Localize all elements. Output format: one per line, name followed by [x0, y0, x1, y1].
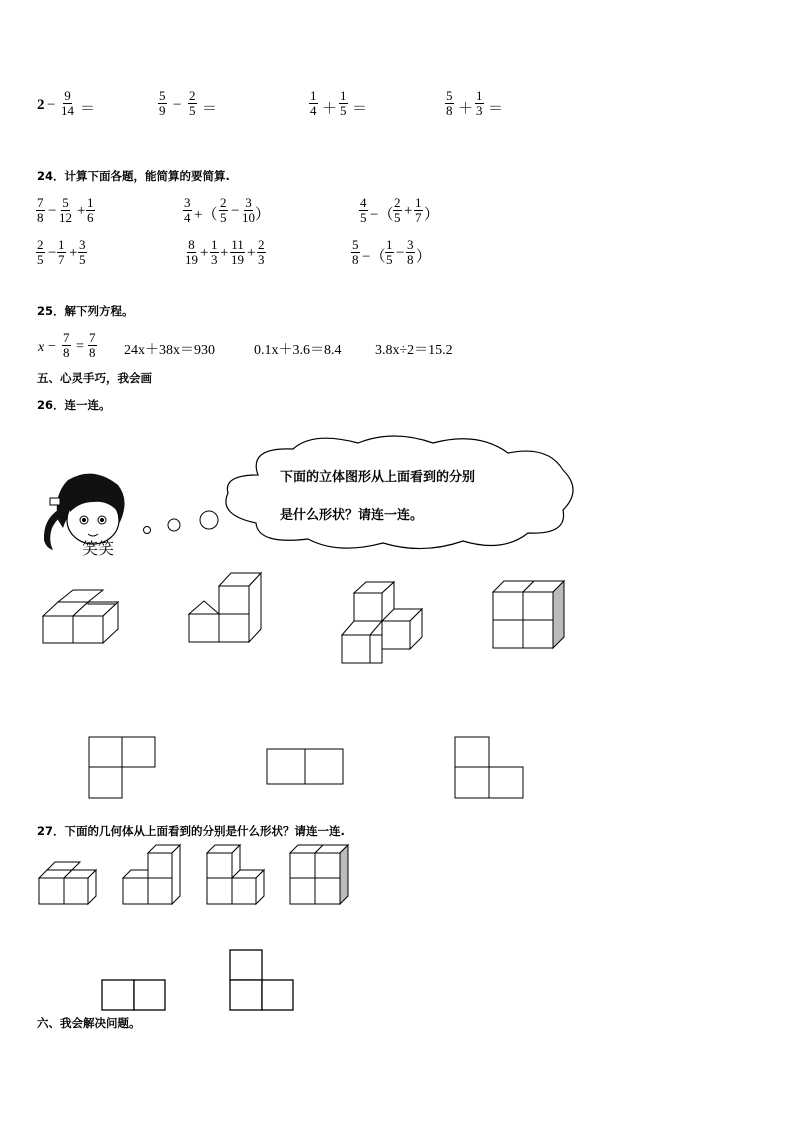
operator: +	[404, 203, 413, 219]
fraction: $\frac{9}{14}$	[61, 88, 74, 118]
q26-solid-4	[492, 580, 570, 652]
operator: −（	[362, 249, 386, 265]
paren-close: ）	[416, 249, 432, 265]
q27-solid-2	[122, 845, 184, 907]
question-27-title: 27．下面的几何体从上面看到的分别是什么形状？请连一连.	[37, 824, 345, 838]
fraction: $\frac{1}{3}$	[476, 88, 483, 118]
fraction: $\frac{2}{3}$	[258, 237, 265, 267]
operator: −（	[370, 207, 394, 223]
q25-equation-2: 24x＋38x＝930	[124, 343, 215, 358]
equals-sign: =	[76, 339, 84, 354]
q27-solid-4	[289, 845, 353, 907]
operator: +	[77, 203, 86, 219]
operator: −	[48, 245, 57, 261]
fraction: $\frac{1}{5}$	[386, 237, 393, 267]
thought-bubbles	[140, 508, 220, 538]
speech-cloud	[218, 435, 580, 553]
fraction: $\frac{7}{8}$	[89, 330, 96, 360]
fraction: $\frac{3}{4}$	[184, 195, 191, 225]
question-24-title: 24．计算下面各题，能简算的要简算.	[37, 169, 230, 183]
variable: x	[38, 340, 45, 355]
fraction: $\frac{4}{5}$	[360, 195, 367, 225]
fraction: $\frac{1}{5}$	[340, 88, 347, 118]
operator: +	[247, 245, 256, 261]
fraction: $\frac{5}{8}$	[352, 237, 359, 267]
operator: −	[48, 203, 57, 219]
fraction: $\frac{3}{8}$	[407, 237, 414, 267]
fraction: $\frac{2}{5}$	[37, 237, 44, 267]
operator: ＋	[322, 101, 338, 117]
fraction: $\frac{5}{12}$	[59, 195, 72, 225]
operator: +	[220, 245, 229, 261]
question-26-title: 26．连一连。	[37, 398, 111, 412]
equals-sign: ＝	[352, 101, 368, 117]
operator: +	[69, 245, 78, 261]
fraction: $\frac{5}{8}$	[446, 88, 453, 118]
fraction: $\frac{2}{5}$	[189, 88, 196, 118]
q26-top-view-2	[266, 748, 346, 786]
q26-solid-1	[43, 590, 123, 645]
fraction: $\frac{1}{3}$	[211, 237, 218, 267]
cloud-text-line-1: 下面的立体图形从上面看到的分别	[280, 470, 476, 485]
cloud-text-line-2: 是什么形状？请连一连。	[280, 508, 424, 523]
fraction: $\frac{2}{5}$	[220, 195, 227, 225]
paren-close: ）	[424, 207, 440, 223]
equals-sign: ＝	[202, 101, 218, 117]
operator: −	[231, 203, 240, 219]
operator: +	[200, 245, 209, 261]
operator: −	[396, 245, 405, 261]
operator: ＋	[458, 101, 474, 117]
fraction: $\frac{3}{5}$	[79, 237, 86, 267]
operator: −	[48, 339, 56, 354]
fraction: $\frac{2}{5}$	[394, 195, 401, 225]
fraction: $\frac{5}{9}$	[159, 88, 166, 118]
fraction: $\frac{11}{19}$	[231, 237, 244, 267]
q27-top-view-2	[229, 949, 295, 1013]
fraction: $\frac{1}{6}$	[87, 195, 94, 225]
q25-equation-4: 3.8x÷2＝15.2	[375, 343, 453, 358]
operator: −	[47, 97, 56, 113]
fraction: $\frac{3}{10}$	[242, 195, 255, 225]
fraction: $\frac{1}{4}$	[310, 88, 317, 118]
q26-solid-3	[340, 581, 428, 667]
girl-name-label: 笑笑	[82, 539, 115, 558]
q26-top-view-1	[88, 736, 158, 800]
q26-top-view-3	[454, 736, 526, 800]
whole-number: 2	[37, 97, 45, 113]
operator: −	[173, 97, 182, 113]
paren-close: ）	[255, 207, 271, 223]
q27-top-view-1	[101, 979, 167, 1013]
equals-sign: ＝	[488, 101, 504, 117]
q26-solid-2	[188, 571, 264, 643]
fraction: $\frac{7}{8}$	[37, 195, 44, 225]
equals-sign: ＝	[80, 101, 96, 117]
operator: +（	[194, 207, 218, 223]
fraction: $\frac{1}{7}$	[58, 237, 65, 267]
fraction: $\frac{7}{8}$	[63, 330, 70, 360]
q25-equation-3: 0.1x＋3.6＝8.4	[254, 343, 342, 358]
section-6-heading: 六、我会解决问题。	[37, 1016, 141, 1030]
q27-solid-1	[38, 862, 100, 907]
q27-solid-3	[206, 845, 268, 907]
section-5-heading: 五、心灵手巧，我会画	[37, 371, 152, 385]
fraction: $\frac{8}{19}$	[185, 237, 198, 267]
question-25-title: 25．解下列方程。	[37, 304, 134, 318]
fraction: $\frac{1}{7}$	[415, 195, 422, 225]
